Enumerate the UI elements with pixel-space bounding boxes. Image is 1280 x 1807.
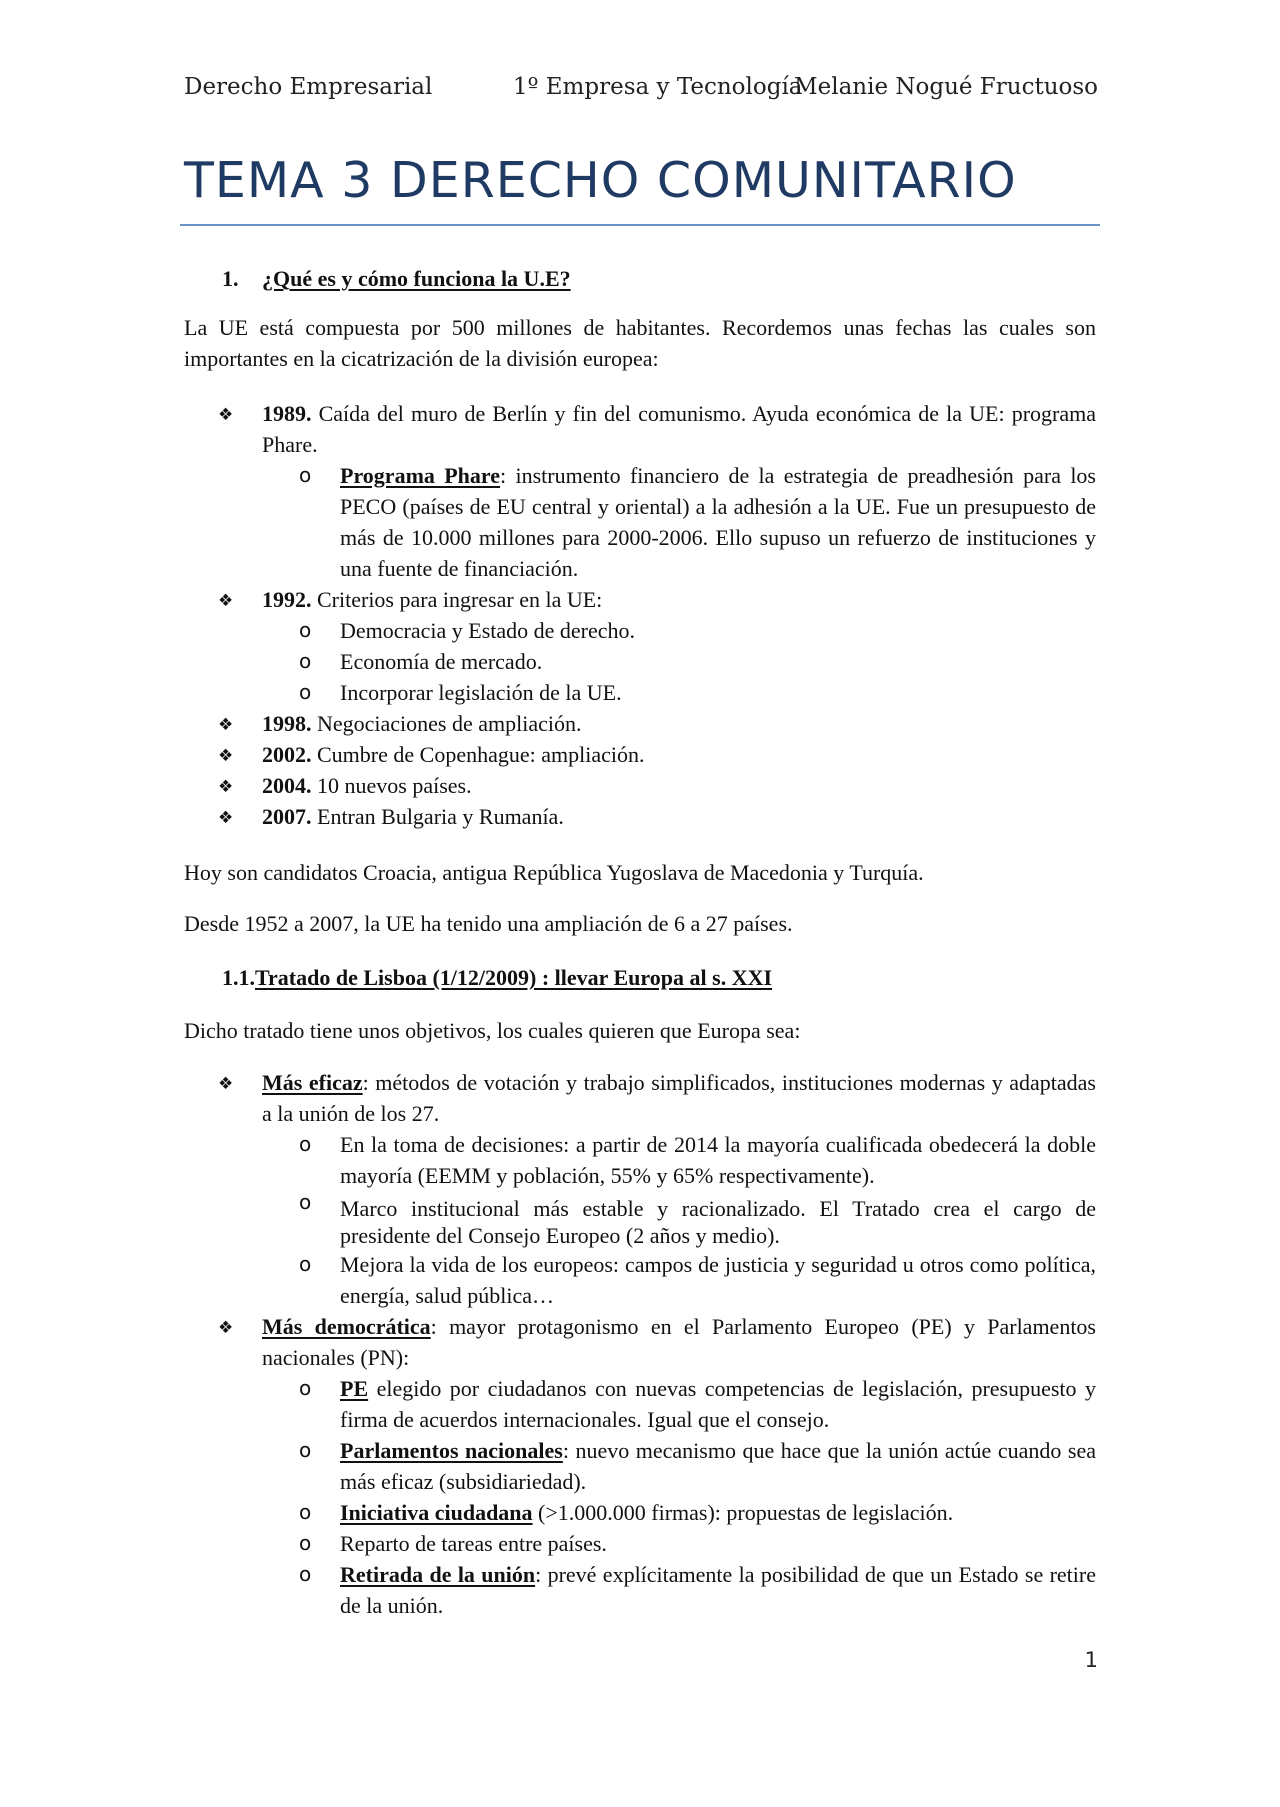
diamond-bullet-icon: ❖ <box>218 746 234 766</box>
objectives-list <box>184 1067 1096 1621</box>
circle-bullet-icon: o <box>299 1531 312 1555</box>
circle-bullet-icon: o <box>299 1132 312 1156</box>
section-number-1: 1. <box>222 266 239 291</box>
diamond-bullet-icon: ❖ <box>218 777 234 797</box>
section-number-1-1: 1.1. <box>222 965 255 990</box>
sub-item: o Economía de mercado. <box>262 646 1096 677</box>
circle-bullet-icon: o <box>299 680 312 704</box>
header-course: Derecho Empresarial <box>184 74 433 100</box>
section11-intro: Dicho tratado tiene unos objetivos, los cuales quieren que Europa sea: <box>184 1018 801 1043</box>
title-divider <box>180 224 1100 226</box>
circle-bullet-icon: o <box>299 649 312 673</box>
circle-bullet-icon: o <box>299 1190 312 1214</box>
circle-bullet-icon: o <box>299 1500 312 1524</box>
list-item-2007: ❖ 2007. Entran Bulgaria y Rumanía. <box>184 801 1096 832</box>
circle-bullet-icon: o <box>299 1438 312 1462</box>
section1-intro: La UE está compuesta por 500 millones de habitantes. Recordemos unas fechas las cuales son importantes en la cicatrización de la división europea: <box>184 315 1096 371</box>
section-heading-1-1 <box>222 962 772 993</box>
circle-bullet-icon: o <box>299 1376 312 1400</box>
sub-item: o Mejora la vida de los europeos: campos de justicia y seguridad u otros como política, energía, salud pública… <box>262 1249 1096 1311</box>
candidates-paragraph: Hoy son candidatos Croacia, antigua República Yugoslava de Macedonia y Turquía. <box>184 860 924 885</box>
sub-item-retirada: o Retirada de la unión: prevé explícitamente la posibilidad de que un Estado se retire de la unión. <box>262 1559 1096 1621</box>
section-title-1: ¿Qué es y cómo funciona la U.E? <box>262 266 571 291</box>
page-title: TEMA 3 DERECHO COMUNITARIO <box>184 152 1017 209</box>
circle-bullet-icon: o <box>299 618 312 642</box>
expansion-paragraph: Desde 1952 a 2007, la UE ha tenido una ampliación de 6 a 27 países. <box>184 911 793 936</box>
sub-item-reparto: o Reparto de tareas entre países. <box>262 1528 1096 1559</box>
header-author: Melanie Nogué Fructuoso <box>794 74 1098 100</box>
diamond-bullet-icon: ❖ <box>218 715 234 735</box>
list-item-2004: ❖ 2004. 10 nuevos países. <box>184 770 1096 801</box>
sub-item: o Democracia y Estado de derecho. <box>262 615 1096 646</box>
sub-item: o Marco institucional más estable y racionalizado. El Tratado crea el cargo de presidente del Consejo Europeo (2 años y medio). <box>299 1190 1096 1248</box>
list-item-eficaz: ❖ Más eficaz: métodos de votación y trabajo simplificados, instituciones modernas y adaptadas a la unión de los 27. o En la toma de decisiones: a partir de 2014 la mayoría cualificada obedecerá la doble mayoría (EEMM y población, 55% y 65% respectivamente). o Marco institucional más estable y racionalizado. El Tratado crea el cargo de presidente del Consejo Europeo (2 años y medio). o Mejora la vida de los europeos: campos de justicia y seguridad u otros como política, energía, salud pública… <box>184 1067 1096 1311</box>
sub-item-phare: o Programa Phare: instrumento financiero de la estrategia de preadhesión para los PECO (países de EU central y oriental) a la adhesión a la UE. Fue un presupuesto de más de 10.000 millones para 2000-2006. Ello supuso un refuerzo de instituciones y una fuente de financiación. <box>262 460 1096 584</box>
diamond-bullet-icon: ❖ <box>218 1318 234 1338</box>
list-item-1998: ❖ 1998. Negociaciones de ampliación. <box>184 708 1096 739</box>
diamond-bullet-icon: ❖ <box>218 808 234 828</box>
list-item-democratica: ❖ Más democrática: mayor protagonismo en el Parlamento Europeo (PE) y Parlamentos nacionales (PN): o PE elegido por ciudadanos con nuevas competencias de legislación, presupuesto y firma de acuerdos internacionales. Igual que el consejo. o Parlamentos nacionales: nuevo mecanismo que hace que la unión actúe cuando sea más eficaz (subsidiariedad). o Iniciativa ciudadana (>1.000.000 firmas): propuestas de legislación. o Reparto de tareas entre países. o Retirada de la unión: prevé explícitamente la posibilidad de que un Estado se retire de la unión. <box>184 1311 1096 1621</box>
dates-list <box>184 398 1096 832</box>
list-item-1992: ❖ 1992. Criterios para ingresar en la UE: o Democracia y Estado de derecho. o Economía de mercado. o Incorporar legislación de la UE. <box>184 584 1096 708</box>
circle-bullet-icon: o <box>299 1562 312 1586</box>
diamond-bullet-icon: ❖ <box>218 591 234 611</box>
sub-item-ic: o Iniciativa ciudadana (>1.000.000 firmas): propuestas de legislación. <box>262 1497 1096 1528</box>
sub-item-pe: o PE elegido por ciudadanos con nuevas competencias de legislación, presupuesto y firma de acuerdos internacionales. Igual que el consejo. <box>262 1373 1096 1435</box>
sub-item-pn: o Parlamentos nacionales: nuevo mecanismo que hace que la unión actúe cuando sea más eficaz (subsidiariedad). <box>262 1435 1096 1497</box>
diamond-bullet-icon: ❖ <box>218 405 234 425</box>
section-title-1-1: Tratado de Lisboa (1/12/2009) : llevar Europa al s. XXI <box>255 965 773 990</box>
circle-bullet-icon: o <box>299 1252 312 1276</box>
list-item-1989: ❖ 1989. Caída del muro de Berlín y fin del comunismo. Ayuda económica de la UE: programa Phare. o Programa Phare: instrumento financiero de la estrategia de preadhesión para los PECO (países de EU central y oriental) a la adhesión a la UE. Fue un presupuesto de más de 10.000 millones para 2000-2006. Ello supuso un refuerzo de instituciones y una fuente de financiación. <box>184 398 1096 584</box>
page-number: 1 <box>1084 1648 1098 1672</box>
diamond-bullet-icon: ❖ <box>218 1074 234 1094</box>
list-item-2002: ❖ 2002. Cumbre de Copenhague: ampliación. <box>184 739 1096 770</box>
sub-item: o Incorporar legislación de la UE. <box>262 677 1096 708</box>
circle-bullet-icon: o <box>299 463 312 487</box>
sub-item: o En la toma de decisiones: a partir de 2014 la mayoría cualificada obedecerá la doble mayoría (EEMM y población, 55% y 65% respectivamente). <box>262 1129 1096 1191</box>
section-heading-1 <box>222 263 571 294</box>
header-program: 1º Empresa y Tecnología <box>513 74 803 100</box>
